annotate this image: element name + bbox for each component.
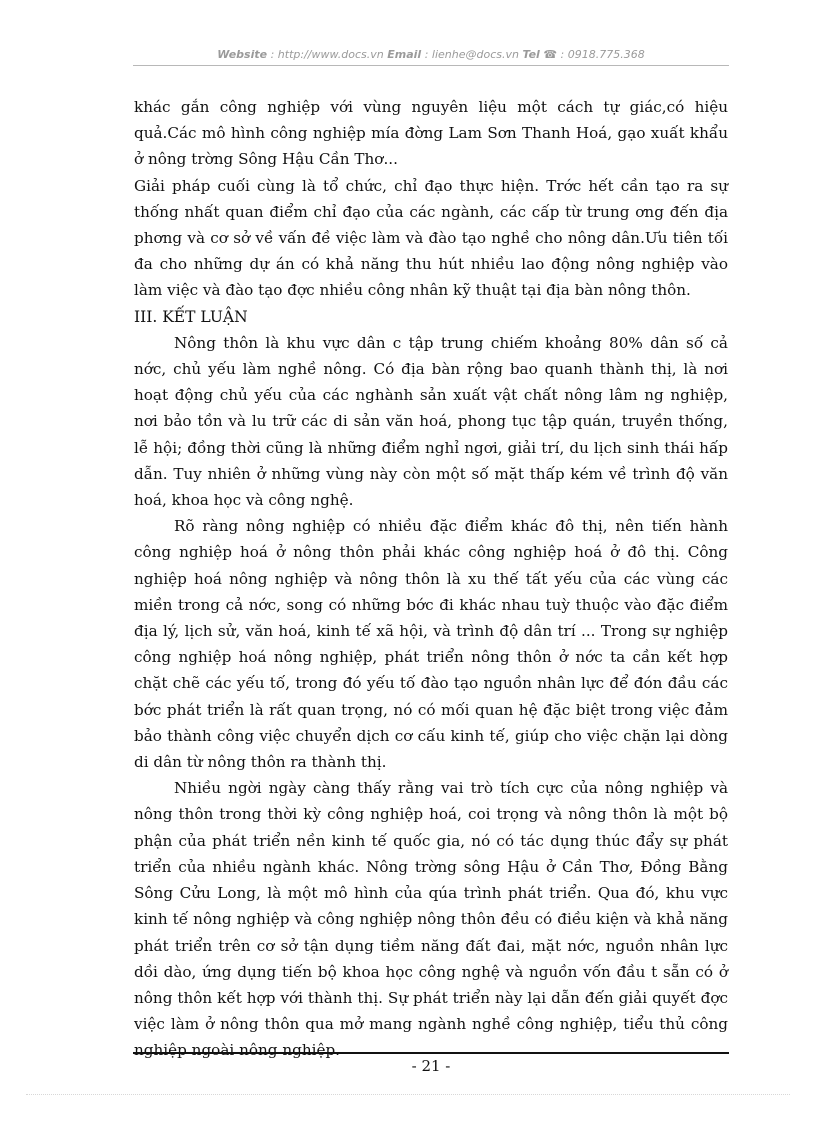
website-label: Website	[217, 48, 268, 61]
section-heading: III. KẾT LUẬN	[134, 307, 248, 326]
paragraph-2: Giải pháp cuối cùng là tổ chức, chỉ đạo thực hiện. Trớc hết cần tạo ra sự thống nhất quan điểm chỉ đạo của các ngành, các cấp từ trung ơng đến địa phơng và cơ sở về vấn đề việc làm và đào tạo nghề cho nông dân.Ưu tiên tối đa cho những dự án có khả năng thu hút nhiều lao động nông nghiệp vào làm việc và đào tạo đợc nhiều công nhân kỹ thuật tại địa bàn nông thôn.	[134, 176, 728, 300]
website-value: : http://www.docs.vn	[270, 48, 384, 61]
tel-label: Tel	[522, 48, 540, 61]
paragraph-3: Nông thôn là khu vực dân c tập trung chiếm khoảng 80% dân số cả nớc, chủ yếu làm nghề nông. Có địa bàn rộng bao quanh thành thị, là nơi hoạt động chủ yếu của các nghành sản xuất vật chất nông lâm ng nghiệp, nơi bảo tồn và lu trữ các di sản văn hoá, phong tục tập quán, truyền thống, lễ hội; đồng thời cũng là những điểm nghỉ ngơi, giải trí, du lịch sinh thái hấp dẫn. Tuy nhiên ở những vùng này còn một số mặt thấp kém về trình độ văn hoá, khoa học và công nghệ.	[134, 333, 728, 510]
page-number: - 21 -	[411, 1057, 451, 1075]
footer-divider	[133, 1052, 729, 1054]
paragraph-4: Rõ ràng nông nghiệp có nhiều đặc điểm khác đô thị, nên tiến hành công nghiệp hoá ở nông thôn phải khác công nghiệp hoá ở đô thị. Công nghiệp hoá nông nghiệp và nông thôn là xu thế tất yếu của các vùng các miền trong cả nớc, song có những bớc đi khác nhau tuỳ thuộc vào đặc điểm địa lý, lịch sử, văn hoá, kinh tế xã hội, và trình độ dân trí ... Trong sự nghiệp công nghiệp hoá nông nghiệp, phát triển nông thôn ở nớc ta cần kết hợp chặt chẽ các yếu tố, trong đó yếu tố đào tạo nguồn nhân lực để đón đầu các bớc phát triển là rất quan trọng, nó có mối quan hệ đặc biệt trong việc đảm bảo thành công việc chuyển dịch cơ cấu kinh tế, giúp cho việc chặn lại dòng di dân từ nông thôn ra thành thị.	[134, 517, 728, 772]
document-body	[134, 94, 728, 1064]
email-value: : lienhe@docs.vn	[424, 48, 519, 61]
page-bottom-border	[26, 1094, 790, 1095]
paragraph-1: khác gắn công nghiệp với vùng nguyên liệu một cách tự giác,có hiệu quả.Các mô hình công nghiệp mía đờng Lam Sơn Thanh Hoá, gạo xuất khẩu ở nông trờng Sông Hậu Cần Thơ...	[134, 98, 728, 169]
header-divider	[133, 65, 729, 66]
paragraph-5: Nhiều ngời ngày càng thấy rằng vai trò tích cực của nông nghiệp và nông thôn trong thời kỳ công nghiệp hoá, coi trọng và nông thôn là một bộ phận của phát triển nền kinh tế quốc gia, nó có tác dụng thúc đẩy sự phát triển của nhiều ngành khác. Nông trờng sông Hậu ở Cần Thơ, Đồng Bằng Sông Cửu Long, là một mô hình của qúa trình phát triển. Qua đó, khu vực kinh tế nông nghiệp và công nghiệp nông thôn đều có điều kiện và khả năng phát triển trên cơ sở tận dụng tiềm năng đất đai, mặt nớc, nguồn nhân lực dồi dào, ứng dụng tiến bộ khoa học công nghệ và nguồn vốn đầu t sẵn có ở nông thôn kết hợp với thành thị. Sự phát triển này lại dẫn đến giải quyết đợc việc làm ở nông thôn qua mở mang ngành nghề công nghiệp, tiểu thủ công nghiệp ngoài nông nghiệp.	[134, 779, 728, 1060]
page-header	[133, 48, 729, 61]
tel-value: ☎ : 0918.775.368	[543, 48, 645, 61]
email-label: Email	[387, 48, 422, 61]
